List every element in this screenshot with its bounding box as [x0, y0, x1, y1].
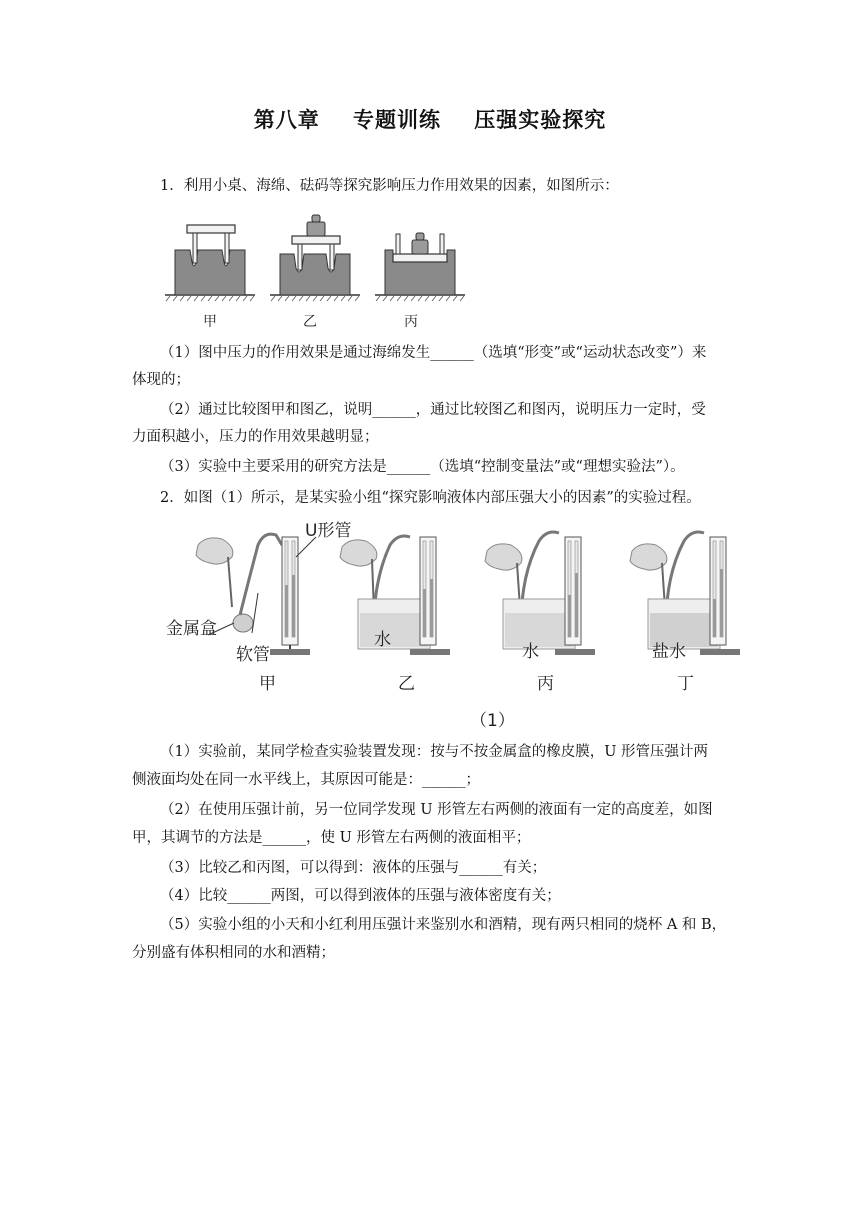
q2-sub4: （4）比较______两图，可以得到液体的压强与液体密度有关； [160, 888, 561, 904]
q1-sub2-line2: 力面积越小，压力的作用效果越明显； [132, 429, 379, 445]
q2-sub5-line1: （5）实验小组的小天和小红利用压强计来鉴别水和酒精，现有两只相同的烧杯 A 和 B， [160, 917, 727, 933]
q2-sub2-line2: 甲，其调节的方法是______，使 U 形管左右两侧的液面相平； [132, 830, 531, 846]
q2-stem: 2．如图（1）所示，是某实验小组“探究影响液体内部压强大小的因素”的实验过程。 [160, 490, 701, 506]
panel-label-d: 丁 [677, 674, 694, 694]
q2-sub1-line1: （1）实验前，某同学检查实验装置发现：按与不按金属盒的橡皮膜，U 形管压强计两 [160, 744, 709, 760]
q1-sub1-line2: 体现的； [132, 372, 190, 388]
q1-figure [165, 212, 465, 302]
metal-box-label: 金属盒 [166, 619, 217, 639]
panel-label-b: 乙 [398, 674, 415, 694]
panel-label-a: 甲 [259, 674, 276, 694]
q2-sub3: （3）比较乙和丙图，可以得到：液体的压强与______有关； [160, 860, 547, 876]
u-tube-label: U形管 [305, 521, 352, 541]
hose-label: 软管 [236, 645, 270, 665]
fig-label-a: 甲 [203, 314, 217, 330]
sponge-table-fig-b [270, 215, 360, 301]
q2-sub1-line2: 侧液面均处在同一水平线上，其原因可能是：______； [132, 772, 480, 788]
page-title: 第八章 专题训练 压强实验探究 [253, 108, 607, 132]
q1-sub1-line1: （1）图中压力的作用效果是通过海绵发生______（选填“形变”或“运动状态改变”）来 [160, 345, 707, 361]
q2-sub2-line1: （2）在使用压强计前，另一位同学发现 U 形管左右两侧的液面有一定的高度差，如图 [160, 802, 713, 818]
q1-sub3: （3）实验中主要采用的研究方法是______（选填“控制变量法”或“理想实验法”）。 [160, 459, 685, 475]
q1-stem: 1．利用小桌、海绵、砝码等探究影响压力作用效果的因素，如图所示： [160, 178, 619, 194]
fig-label-c: 丙 [404, 314, 418, 330]
sponge-table-fig-a [165, 225, 255, 301]
pressure-gauge-fig-c [485, 532, 595, 655]
q2-sub5-line2: 分别盛有体积相同的水和酒精； [132, 945, 335, 961]
salt-water-label: 盐水 [652, 642, 686, 662]
water-label-1: 水 [374, 630, 391, 650]
pressure-gauge-fig-b [340, 536, 450, 655]
sponge-table-fig-c [375, 233, 465, 301]
figure-caption: （1） [470, 711, 515, 731]
q1-sub2-line1: （2）通过比较图甲和图乙，说明______，通过比较图乙和图丙，说明压力一定时，受 [160, 402, 706, 418]
panel-label-c: 丙 [537, 674, 554, 694]
fig-label-b: 乙 [303, 314, 317, 330]
water-label-2: 水 [522, 642, 539, 662]
